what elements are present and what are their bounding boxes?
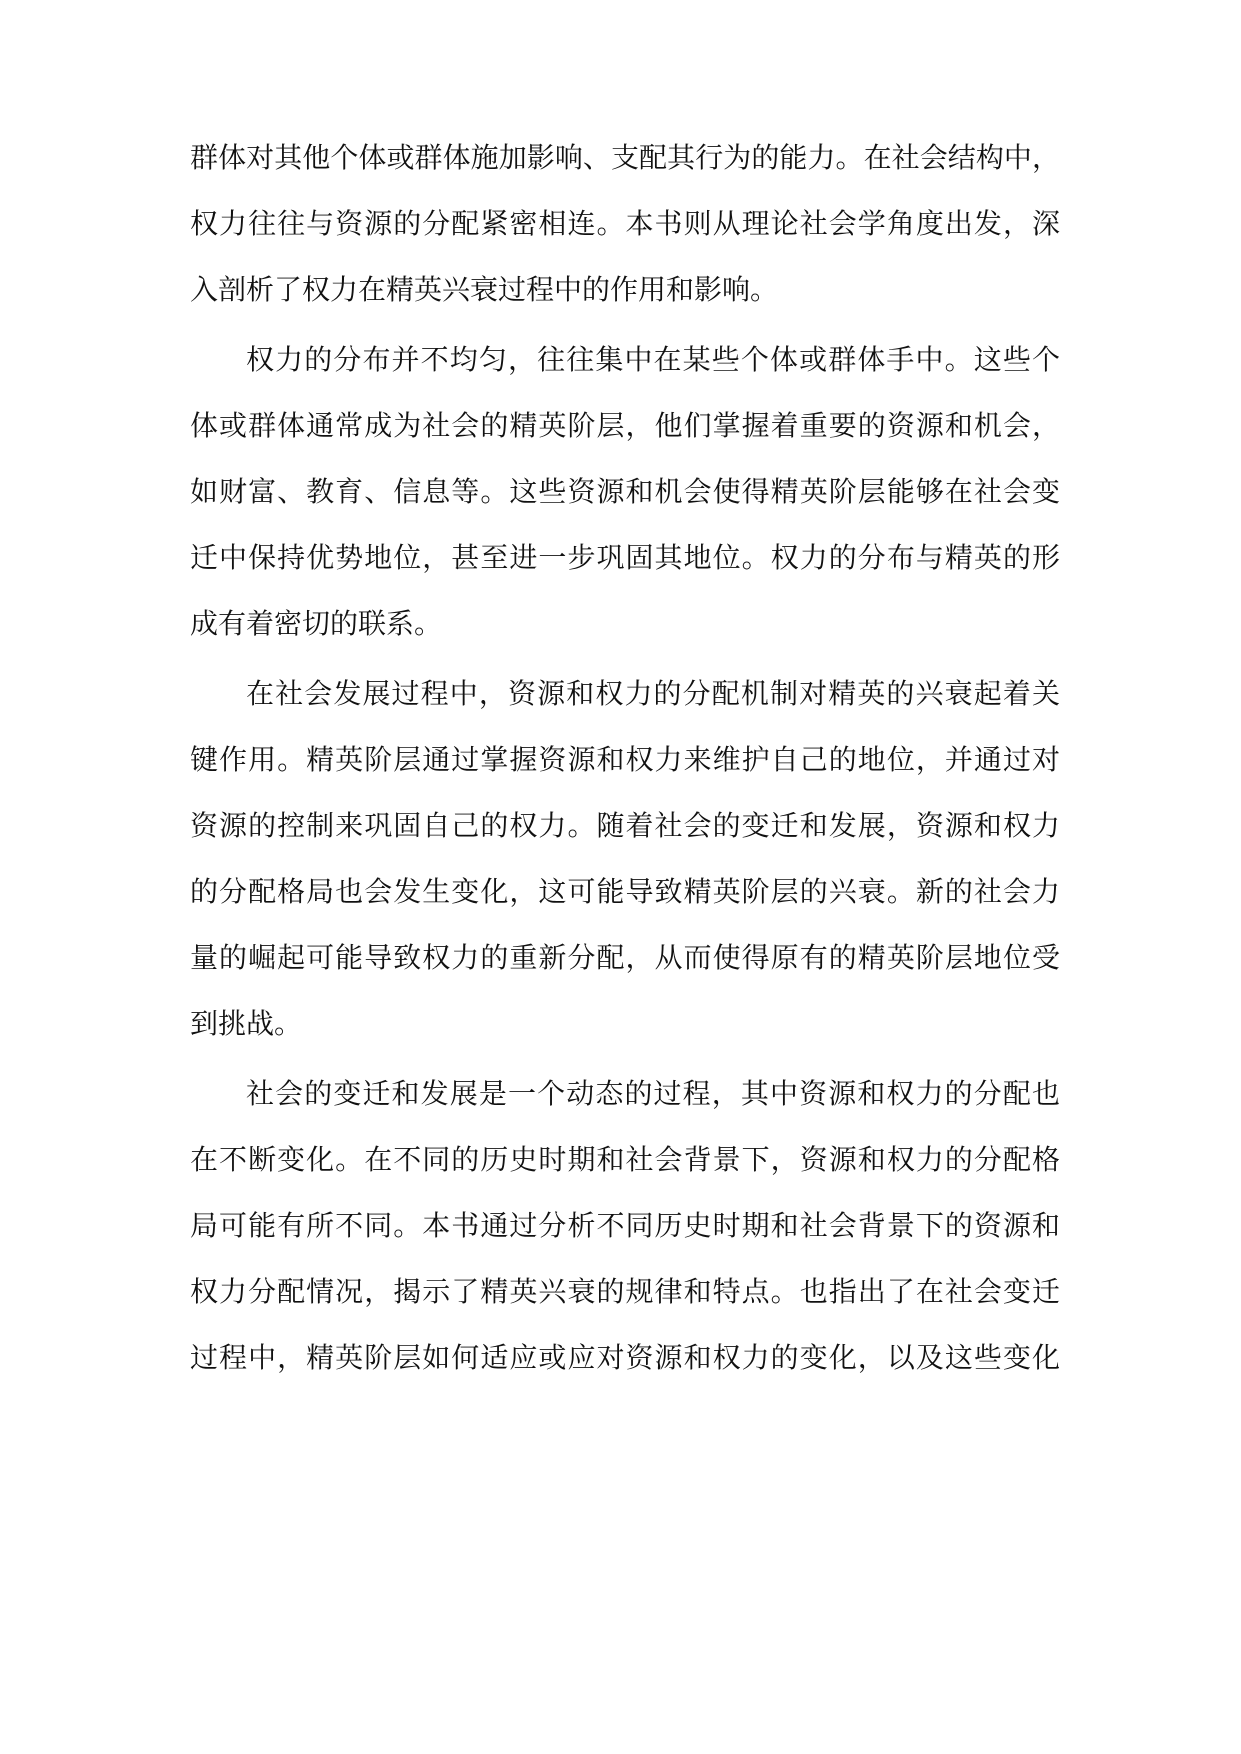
text-line: 成有着密切的联系。: [190, 607, 443, 640]
text-line: 权力的分布并不均匀，往往集中在某些个体或群体手中。这些个: [246, 343, 1060, 376]
text-line: 资源的控制来巩固自己的权力。随着社会的变迁和发展，资源和权力: [190, 809, 1060, 842]
text-line: 在社会发展过程中，资源和权力的分配机制对精英的兴衰起着关: [246, 677, 1060, 710]
text-line: 权力分配情况，揭示了精英兴衰的规律和特点。也指出了在社会变迁: [190, 1275, 1060, 1308]
text-line: 的分配格局也会发生变化，这可能导致精英阶层的兴衰。新的社会力: [190, 875, 1060, 908]
text-line: 体或群体通常成为社会的精英阶层，他们掌握着重要的资源和机会，: [190, 409, 1060, 442]
text-line: 量的崛起可能导致权力的重新分配，从而使得原有的精英阶层地位受: [190, 941, 1060, 974]
text-line: 在不断变化。在不同的历史时期和社会背景下，资源和权力的分配格: [190, 1143, 1060, 1176]
text-line: 过程中，精英阶层如何适应或应对资源和权力的变化，以及这些变化: [190, 1341, 1060, 1374]
text-line: 迁中保持优势地位，甚至进一步巩固其地位。权力的分布与精英的形: [190, 541, 1060, 574]
text-line: 键作用。精英阶层通过掌握资源和权力来维护自己的地位，并通过对: [190, 743, 1060, 776]
text-line: 社会的变迁和发展是一个动态的过程，其中资源和权力的分配也: [246, 1077, 1060, 1110]
text-line: 群体对其他个体或群体施加影响、支配其行为的能力。在社会结构中，: [190, 141, 1060, 174]
text-line: 到挑战。: [190, 1007, 303, 1040]
text-line: 局可能有所不同。本书通过分析不同历史时期和社会背景下的资源和: [190, 1209, 1060, 1242]
text-line: 如财富、教育、信息等。这些资源和机会使得精英阶层能够在社会变: [190, 475, 1060, 508]
text-line: 权力往往与资源的分配紧密相连。本书则从理论社会学角度出发，深: [190, 207, 1060, 240]
text-line: 入剖析了权力在精英兴衰过程中的作用和影响。: [190, 273, 779, 306]
